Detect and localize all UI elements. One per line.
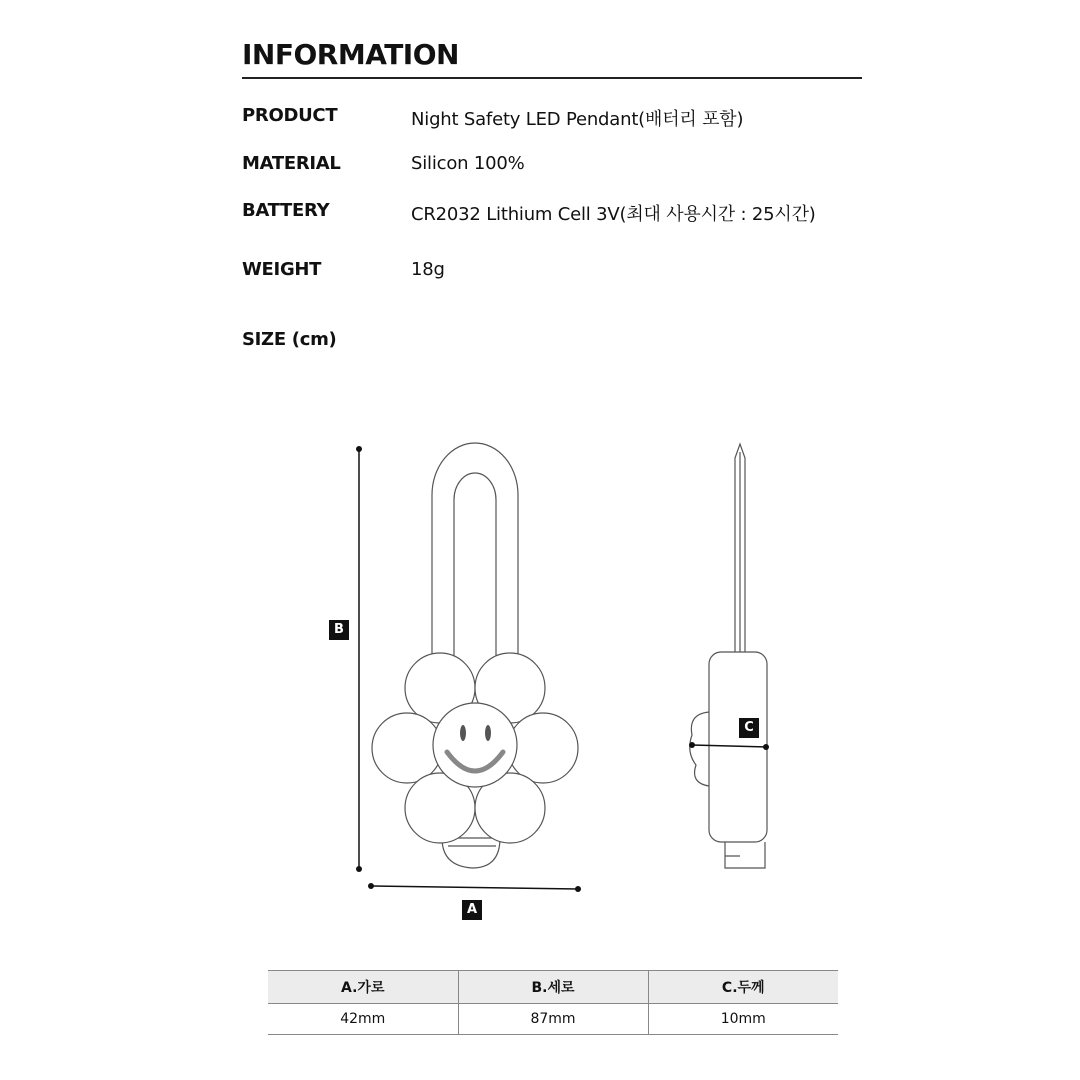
spec-label-product: PRODUCT bbox=[242, 105, 338, 126]
size-table-row bbox=[268, 1004, 838, 1035]
size-table-cell: 10mm bbox=[648, 1004, 838, 1035]
petal-left bbox=[372, 713, 442, 783]
size-table-header-row bbox=[268, 971, 838, 1004]
size-table-header: C.두께 bbox=[648, 971, 838, 1004]
spec-value-material: Silicon 100% bbox=[411, 153, 525, 174]
dimension-c-badge: C bbox=[739, 718, 759, 738]
smiley-face bbox=[433, 703, 517, 787]
dimension-b-badge: B bbox=[329, 620, 349, 640]
bottom-clip bbox=[442, 838, 500, 868]
size-table-header: A.가로 bbox=[268, 971, 458, 1004]
dimension-c-dot-right bbox=[763, 744, 769, 750]
dimension-a-dot-right bbox=[575, 886, 581, 892]
spec-label-battery: BATTERY bbox=[242, 200, 330, 221]
spec-value-product: Night Safety LED Pendant(배터리 포함) bbox=[411, 109, 744, 130]
page-title: INFORMATION bbox=[242, 38, 459, 71]
size-table-cell: 87mm bbox=[458, 1004, 648, 1035]
dimension-a-dot-left bbox=[368, 883, 374, 889]
smiley-eye-right bbox=[485, 725, 491, 741]
size-unit: (cm) bbox=[291, 329, 337, 350]
dimension-a-line bbox=[371, 886, 578, 889]
strap-inner-slot bbox=[454, 473, 496, 680]
size-label: SIZE bbox=[242, 329, 286, 350]
dimension-c-dot-left bbox=[689, 742, 695, 748]
dimension-a-badge: A bbox=[462, 900, 482, 920]
dimension-b-dot-bottom bbox=[356, 866, 362, 872]
spec-value-weight: 18g bbox=[411, 259, 445, 280]
smiley-eye-left bbox=[460, 725, 466, 741]
side-view-drawing bbox=[690, 444, 767, 868]
petal-right bbox=[508, 713, 578, 783]
strap-loop bbox=[432, 443, 518, 680]
dimension-b-dot-top bbox=[356, 446, 362, 452]
size-table-cell: 42mm bbox=[268, 1004, 458, 1035]
spec-value-battery: CR2032 Lithium Cell 3V(최대 사용시간 : 25시간) bbox=[411, 204, 816, 225]
size-table-header: B.세로 bbox=[458, 971, 648, 1004]
side-petals bbox=[690, 712, 709, 786]
spec-label-weight: WEIGHT bbox=[242, 259, 322, 280]
spec-label-material: MATERIAL bbox=[242, 153, 341, 174]
front-view-drawing bbox=[372, 443, 578, 868]
size-table bbox=[268, 970, 838, 1035]
side-hook bbox=[725, 842, 765, 868]
